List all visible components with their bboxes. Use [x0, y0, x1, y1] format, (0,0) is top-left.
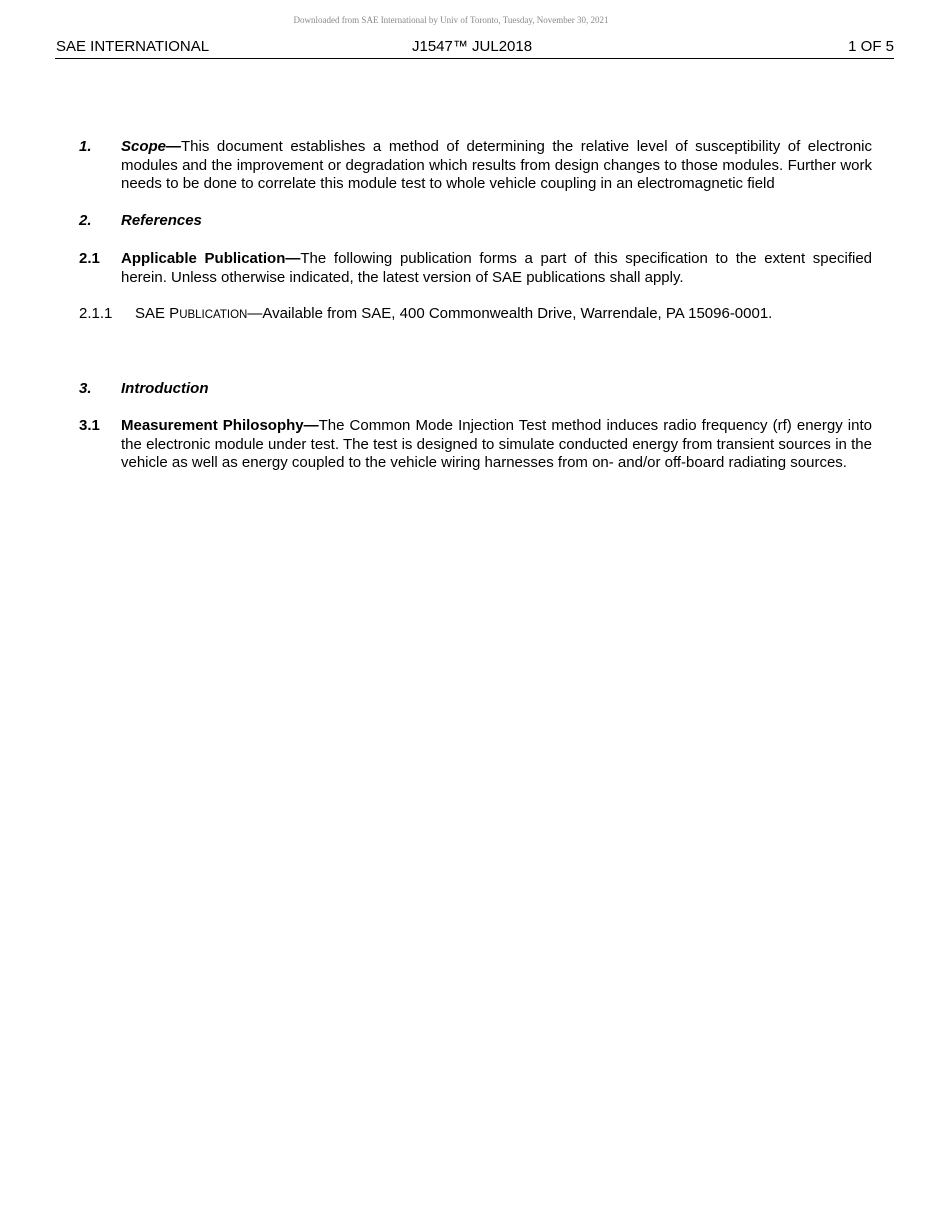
header-organization: SAE INTERNATIONAL [56, 38, 210, 55]
section-text: The Common Mode Injection Test method induces radio frequency (rf) energy into the electronic module under test. The test is designed to simulate conducted energy from transient sources in the vehicle as well as energy coupled to the vehicle wiring harnesses from on- and/or off-board radiating sources. [121, 417, 872, 471]
section-content [135, 305, 872, 325]
section-number: 1. [79, 138, 92, 155]
section-title: Introduction [121, 380, 209, 397]
download-watermark: Downloaded from SAE International by Univ of Toronto, Tuesday, November 30, 2021 [293, 15, 609, 25]
section-title-prefix: SAE P [135, 305, 180, 322]
section-title: Applicable Publication— [121, 250, 301, 267]
section-2-references [79, 212, 872, 231]
section-title-small-caps: UBLICATION [179, 309, 248, 321]
section-1-scope [79, 138, 872, 194]
section-2-1-applicable-publication [79, 250, 872, 287]
section-title: Measurement Philosophy— [121, 417, 319, 434]
section-number: 2.1 [79, 250, 100, 267]
header-page-number: 1 OF 5 [848, 38, 894, 55]
section-2-1-1-sae-publication [79, 305, 872, 325]
section-content [121, 417, 872, 473]
header-document-id: J1547™ JUL2018 [412, 38, 533, 55]
section-content [121, 250, 872, 287]
section-content [121, 138, 872, 194]
section-title: References [121, 212, 202, 229]
section-content [121, 212, 872, 231]
section-number: 2. [79, 212, 92, 229]
page-header [55, 38, 894, 59]
section-title: Scope— [121, 138, 182, 155]
section-number: 3.1 [79, 417, 100, 434]
section-text: The following publication forms a part of this specification to the extent specified herein. Unless otherwise indicated, the latest version of SAE publications shall apply. [121, 250, 873, 286]
section-3-introduction [79, 380, 872, 399]
section-content [121, 380, 872, 399]
section-number: 2.1.1 [79, 305, 113, 322]
section-text: This document establishes a method of determining the relative level of susceptibility of electronic modules and the improvement or degradation which results from design changes to those modules. Further work needs to be done to correlate this module test to whole vehicle coupling in an electromagnetic field [121, 138, 872, 192]
section-text: —Available from SAE, 400 Commonwealth Drive, Warrendale, PA 15096-0001. [247, 305, 773, 322]
section-number: 3. [79, 380, 92, 397]
section-3-1-measurement-philosophy [79, 417, 872, 473]
